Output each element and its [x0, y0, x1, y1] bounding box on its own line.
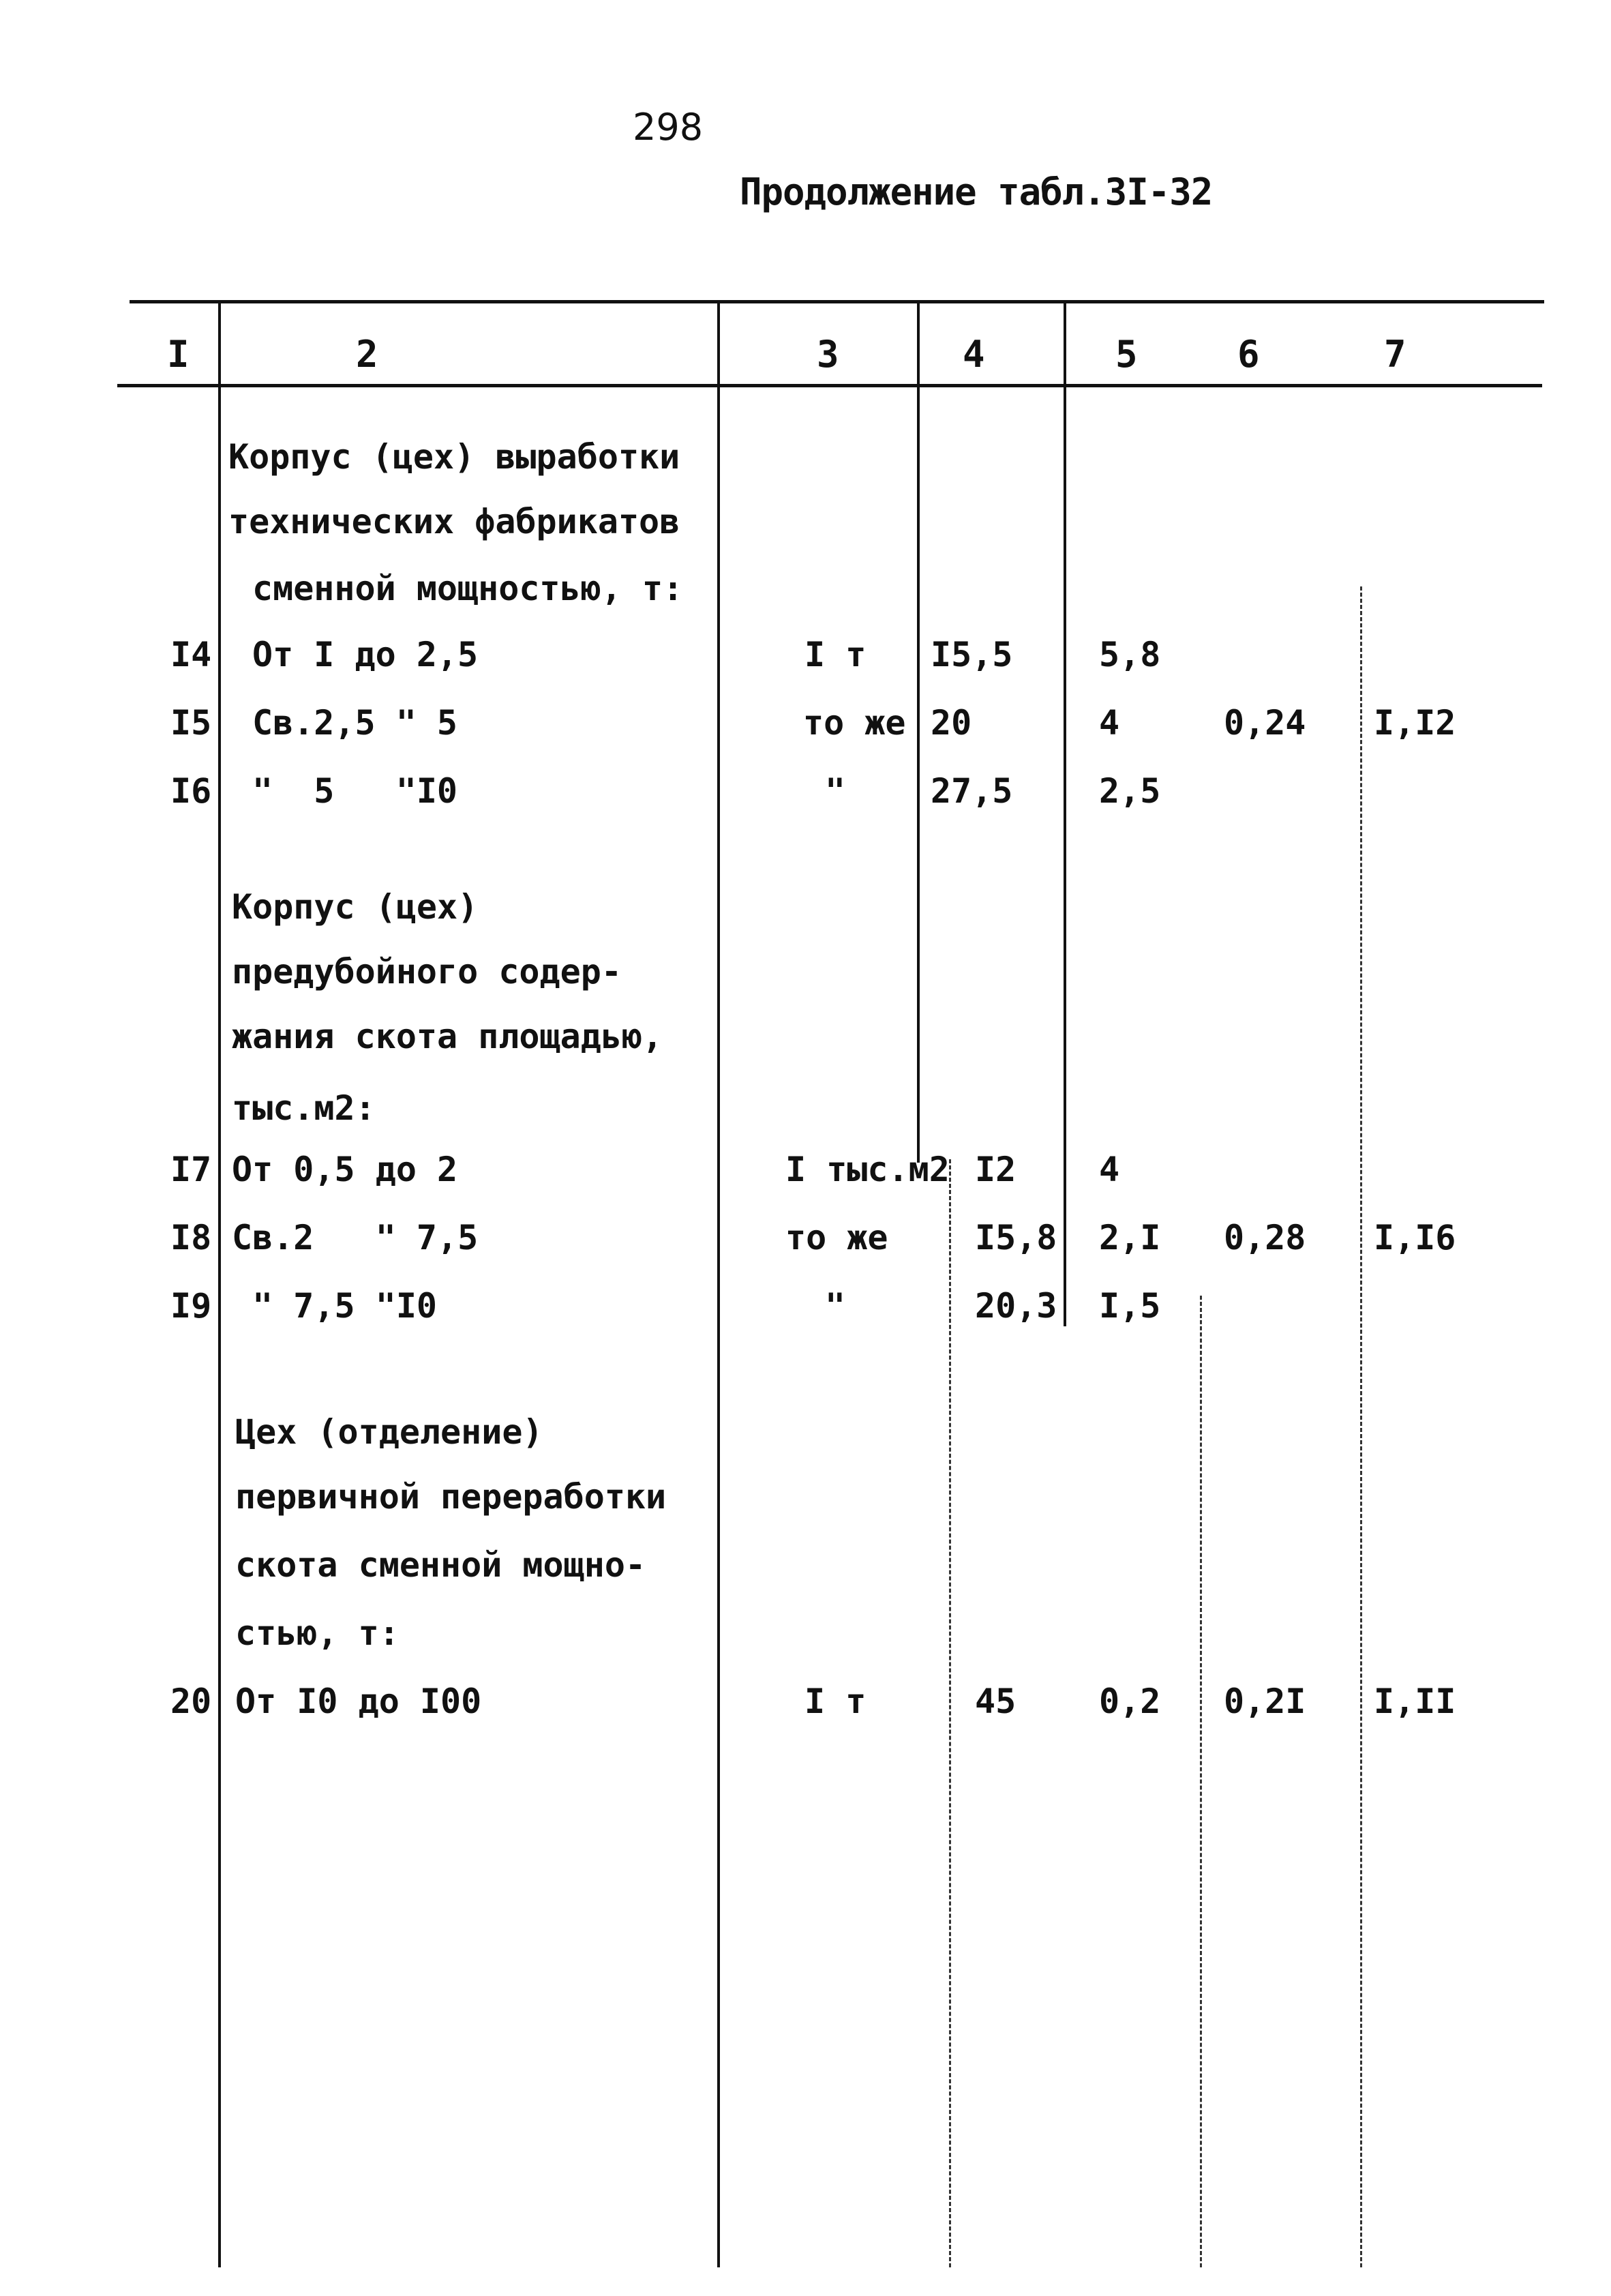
header-col-7: 7: [1384, 333, 1406, 376]
row-description: От 0,5 до 2: [232, 1150, 458, 1189]
group-3-title-line-4: стью, т:: [235, 1613, 400, 1653]
row-col-4: 45: [975, 1682, 1017, 1721]
header-col-5: 5: [1115, 333, 1138, 376]
row-col-5: 4: [1099, 703, 1120, 743]
row-description: Св.2 " 7,5: [232, 1218, 479, 1257]
col-sep-4-lower: [1200, 1296, 1202, 2267]
row-unit: I т: [804, 1682, 867, 1721]
col-sep-3: [917, 303, 920, 1163]
header-col-3: 3: [817, 333, 839, 376]
header-col-2: 2: [356, 333, 378, 376]
col-sep-2: [717, 303, 720, 2267]
table-top-rule: [130, 300, 1544, 303]
header-col-4: 4: [963, 333, 985, 376]
row-number: I7: [170, 1150, 212, 1189]
row-description: От I до 2,5: [252, 635, 479, 674]
row-col-5: 0,2: [1099, 1682, 1161, 1721]
row-col-5: 2,5: [1099, 771, 1161, 811]
row-number: I4: [170, 635, 212, 674]
row-col-7: I,II: [1374, 1682, 1456, 1721]
row-unit: то же: [785, 1218, 888, 1257]
row-col-6: 0,24: [1224, 703, 1306, 743]
row-number: I5: [170, 703, 212, 743]
row-col-6: 0,2I: [1224, 1682, 1306, 1721]
row-number: I9: [170, 1286, 212, 1326]
col-sep-3-lower: [949, 1159, 951, 2267]
row-unit: ": [825, 771, 846, 811]
group-1-title-line-1: Корпус (цех) выработки: [228, 437, 680, 477]
row-col-7: I,I6: [1374, 1218, 1456, 1257]
row-description: Св.2,5 " 5: [252, 703, 458, 743]
row-col-6: 0,28: [1224, 1218, 1306, 1257]
header-bottom-rule: [117, 384, 1542, 387]
row-number: 20: [170, 1682, 212, 1721]
group-1-title-line-2: технических фабрикатов: [228, 502, 680, 541]
group-3-title-line-2: первичной переработки: [235, 1477, 667, 1517]
col-sep-5: [1360, 586, 1362, 2267]
row-col-5: 4: [1099, 1150, 1120, 1189]
group-1-title-line-3: сменной мощностью, т:: [252, 569, 684, 608]
row-col-4: I5,5: [931, 635, 1013, 674]
header-col-1: I: [167, 333, 190, 376]
row-col-4: I5,8: [975, 1218, 1057, 1257]
col-sep-1: [218, 303, 221, 2267]
row-col-5: I,5: [1099, 1286, 1161, 1326]
row-col-5: 5,8: [1099, 635, 1161, 674]
row-description: " 7,5 "I0: [232, 1286, 438, 1326]
table-caption: Продолжение табл.3I-32: [740, 170, 1213, 213]
row-unit: то же: [803, 703, 906, 743]
row-col-4: 20: [931, 703, 972, 743]
header-col-6: 6: [1237, 333, 1260, 376]
row-unit: I тыс.м2: [785, 1150, 950, 1189]
group-3-title-line-1: Цех (отделение): [235, 1412, 543, 1452]
row-number: I6: [170, 771, 212, 811]
row-col-4: 27,5: [931, 771, 1013, 811]
page-number: 298: [633, 106, 704, 149]
row-unit: ": [825, 1286, 846, 1326]
row-number: I8: [170, 1218, 212, 1257]
col-sep-4: [1064, 303, 1066, 1326]
group-2-title-line-3: жания скота площадью,: [232, 1017, 663, 1056]
row-col-4: 20,3: [975, 1286, 1057, 1326]
group-2-title-line-1: Корпус (цех): [232, 887, 479, 927]
group-2-title-line-2: предубойного содер-: [232, 952, 622, 992]
row-description: " 5 "I0: [252, 771, 458, 811]
row-col-4: I2: [975, 1150, 1017, 1189]
group-3-title-line-3: скота сменной мощно-: [235, 1545, 646, 1585]
row-col-5: 2,I: [1099, 1218, 1161, 1257]
row-col-7: I,I2: [1374, 703, 1456, 743]
group-2-title-line-4: тыс.м2:: [232, 1088, 376, 1128]
row-description: От I0 до I00: [235, 1682, 482, 1721]
row-unit: I т: [804, 635, 867, 674]
